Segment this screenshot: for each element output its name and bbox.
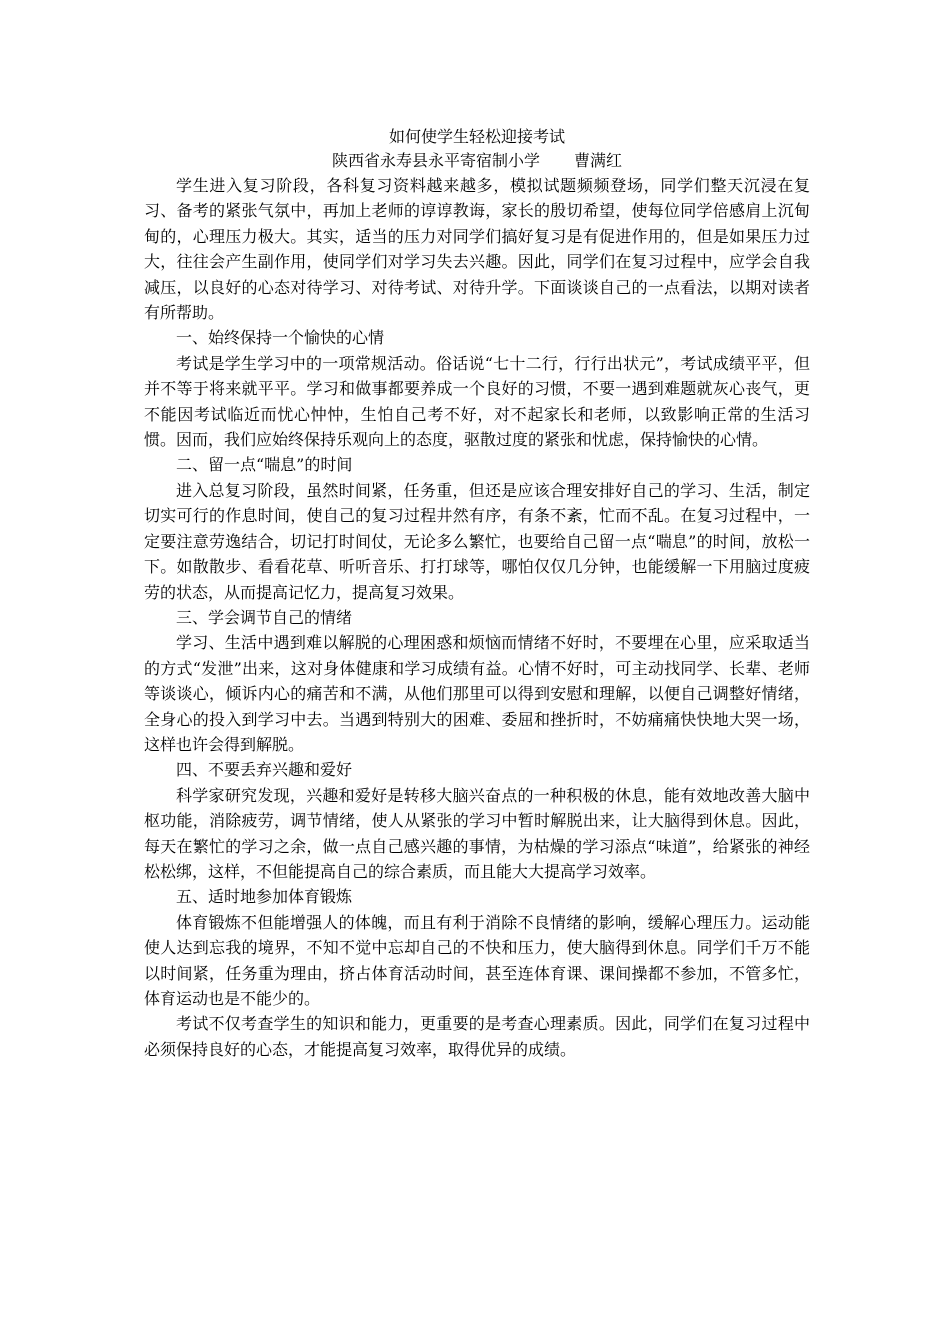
- document-title: 如何使学生轻松迎接考试: [388, 127, 565, 146]
- section-body-2: 进入总复习阶段，虽然时间紧，任务重，但还是应该合理安排好自己的学习、生活，制定切实可行的作息时间，使自己的复习过程井然有序，有条不紊，忙而不乱。在复习过程中，一定要注意劳逸结合，切记打时间仗，无论多么繁忙，也要给自己留一点“喘息”的时间，放松一下。如散散步、看看花草、听听音乐、打打球等，哪怕仅仅几分钟，也能缓解一下用脑过度疲劳的状态，从而提高记忆力，提高复习效果。: [144, 480, 810, 602]
- section-body-3: 学习、生活中遇到难以解脱的心理困惑和烦恼而情绪不好时，不要埋在心里，应采取适当的方式“发泄”出来，这对身体健康和学习成绩有益。心情不好时，可主动找同学、长辈、老师等谈谈心，倾诉内心的痛苦和不满，从他们那里可以得到安慰和理解，以便自己调整好情绪，全身心的投入到学习中去。当遇到特别大的困难、委屈和挫折时，不妨痛痛快快地大哭一场，这样也许会得到解脱。: [144, 633, 810, 754]
- document-page: [144, 125, 810, 1062]
- author-name: 曹满红: [574, 151, 623, 170]
- school-name: 陕西省永寿县永平寄宿制小学: [331, 151, 540, 170]
- section-heading-1: 一、始终保持一个愉快的心情: [176, 328, 385, 348]
- section-body-5: 体育锻炼不但能增强人的体魄，而且有利于消除不良情绪的影响，缓解心理压力。运动能使人达到忘我的境界，不知不觉中忘却自己的不快和压力，使大脑得到休息。同学们千万不能以时间紧，任务重为理由，挤占体育活动时间，甚至连体育课、课间操都不参加，不管多忙，体育运动也是不能少的。: [144, 912, 810, 1008]
- section-heading-3: 三、学会调节自己的情绪: [176, 607, 353, 627]
- byline: [144, 149, 810, 173]
- section-heading-2: 二、留一点“喘息”的时间: [176, 455, 353, 475]
- section-body-1: 考试是学生学习中的一项常规活动。俗话说“七十二行，行行出状元”，考试成绩平平，但并不等于将来就平平。学习和做事都要养成一个良好的习惯，不要一遇到难题就灰心丧气，更不能因考试临近而忧心忡忡，生怕自己考不好，对不起家长和老师，以致影响正常的生活习惯。因而，我们应始终保持乐观向上的态度，驱散过度的紧张和忧虑，保持愉快的心情。: [144, 353, 810, 450]
- intro-paragraph: 学生进入复习阶段，各科复习资料越来越多，模拟试题频频登场，同学们整天沉浸在复习、备考的紧张气氛中，再加上老师的谆谆教诲，家长的殷切希望，使每位同学倍感肩上沉甸甸的，心理压力极大。其实，适当的压力对同学们搞好复习是有促进作用的，但是如果压力过大，往往会产生副作用，使同学们对学习失去兴趣。因此，同学们在复习过程中，应学会自我减压，以良好的心态对待学习、对待考试、对待升学。下面谈谈自己的一点看法，以期对读者有所帮助。: [144, 176, 810, 323]
- conclusion-paragraph: 考试不仅考查学生的知识和能力，更重要的是考查心理素质。因此，同学们在复习过程中必须保持良好的心态，才能提高复习效率，取得优异的成绩。: [144, 1014, 810, 1059]
- section-heading-4: 四、不要丢弃兴趣和爱好: [176, 760, 353, 780]
- section-body-4: 科学家研究发现，兴趣和爱好是转移大脑兴奋点的一种积极的休息，能有效地改善大脑中枢功能，消除疲劳，调节情绪，使人从紧张的学习中暂时解脱出来，让大脑得到休息。因此，每天在繁忙的学习之余，做一点自己感兴趣的事情，为枯燥的学习添点“味道”，给紧张的神经松松绑，这样，不但能提高自己的综合素质，而且能大大提高学习效率。: [144, 785, 810, 881]
- section-heading-5: 五、适时地参加体育锻炼: [176, 887, 353, 907]
